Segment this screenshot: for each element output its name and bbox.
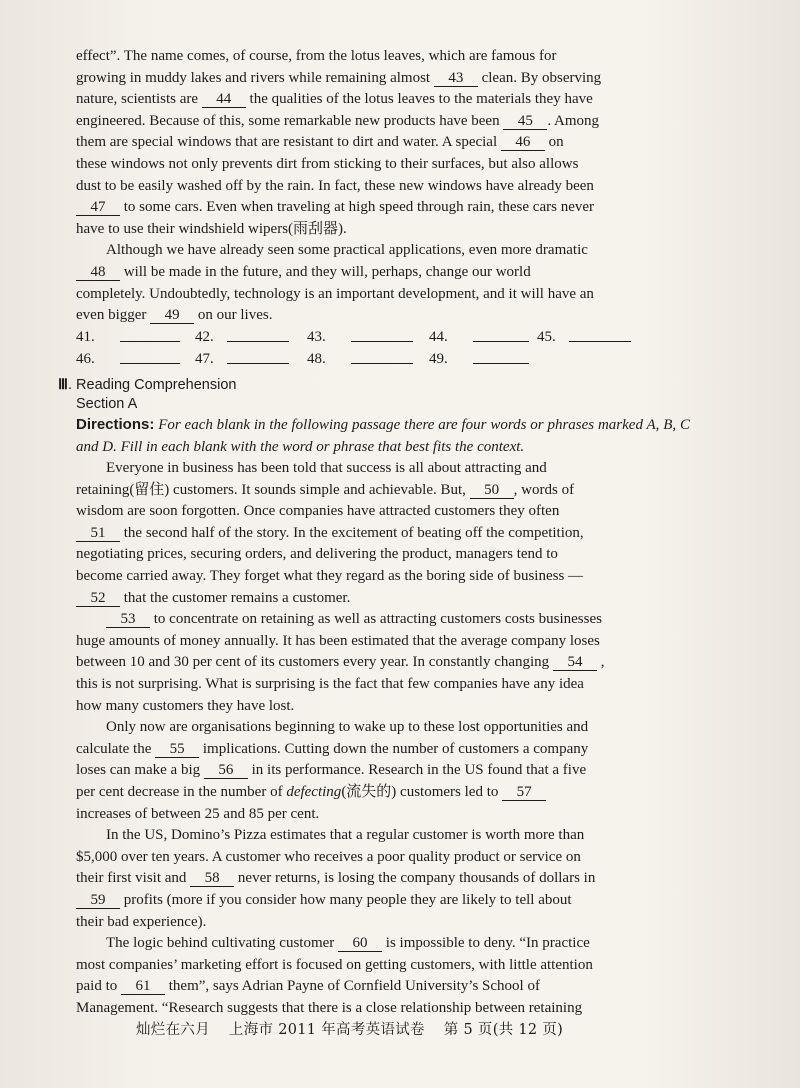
passage-line: 52 that the customer remains a customer.: [76, 588, 690, 610]
blank-51[interactable]: 51: [76, 525, 120, 542]
directions-label: Directions:: [76, 415, 155, 433]
answer-label: 44.: [429, 328, 448, 345]
answer-label: 43.: [307, 328, 326, 345]
footer-exam-title: 上海市 2011 年高考英语试卷: [228, 1022, 425, 1038]
blank-48[interactable]: 48: [76, 264, 120, 281]
passage-top-line: growing in muddy lakes and rivers while remaining almost 43 clean. By observing: [76, 69, 602, 86]
directions: [76, 414, 690, 458]
footer-page-number: 第 5 页(共 12 页): [443, 1022, 564, 1038]
passage-line: their bad experience).: [76, 913, 207, 930]
footer-motto: 灿烂在六月: [136, 1022, 210, 1038]
passage-line: 53 to concentrate on retaining as well as attracting customers costs businesses: [76, 609, 690, 631]
answer-blank[interactable]: [120, 349, 180, 364]
blank-61[interactable]: 61: [121, 978, 165, 995]
blank-43[interactable]: 43: [434, 70, 478, 87]
page-footer: [136, 1018, 696, 1039]
passage-top-line: even bigger 49 on our lives.: [76, 307, 273, 324]
passage-top-line: completely. Undoubtedly, technology is an important development, and it will have an: [76, 285, 594, 302]
passage-top-line: 47 to some cars. Even when traveling at high speed through rain, these cars never: [76, 197, 690, 219]
passage-line: Management. “Research suggests that there is a close relationship between retaining: [76, 999, 583, 1016]
answer-row: [76, 349, 690, 372]
blank-46[interactable]: 46: [501, 134, 545, 151]
blank-44[interactable]: 44: [202, 91, 246, 108]
passage-line: $5,000 over ten years. A customer who receives a poor quality product or service on: [76, 848, 581, 865]
passage-line: paid to 61 them”, says Adrian Payne of Cornfield University’s School of: [76, 978, 540, 995]
passage-top-line: Although we have already seen some practical applications, even more dramatic: [106, 242, 588, 259]
blank-58[interactable]: 58: [190, 870, 234, 887]
roman-numeral: Ⅲ: [58, 376, 68, 393]
answer-blank[interactable]: [227, 327, 289, 342]
blank-59[interactable]: 59: [76, 892, 120, 909]
passage-line: per cent decrease in the number of defecting(流失的) customers led to 57: [76, 782, 690, 804]
answer-blank[interactable]: [473, 327, 529, 342]
passage-line: loses can make a big 56 in its performance. Research in the US found that a five: [76, 762, 587, 779]
blank-49[interactable]: 49: [150, 307, 194, 324]
blank-54[interactable]: 54: [553, 654, 597, 671]
blank-45[interactable]: 45: [503, 113, 547, 130]
answer-label: 47.: [195, 351, 214, 368]
passage-top-line: dust to be easily washed off by the rain. In fact, these new windows have already been: [76, 177, 594, 194]
passage-line: their first visit and 58 never returns, is losing the company thousands of dollars in: [76, 870, 596, 887]
passage-top-line: 48 will be made in the future, and they will, perhaps, change our world: [76, 262, 690, 284]
directions-text: For each blank in the following passage there are four words or phrases marked A, B, C and D. Fill in each blank with the word or phrase that best fits the context.: [76, 416, 691, 455]
blank-53[interactable]: 53: [106, 611, 150, 628]
answer-label: 46.: [76, 351, 95, 368]
answer-blank[interactable]: [569, 327, 631, 342]
answer-label: 48.: [307, 351, 326, 368]
page-content: [58, 46, 691, 1020]
passage-line: 51 the second half of the story. In the excitement of beating off the competition,: [76, 523, 690, 545]
blank-60[interactable]: 60: [338, 935, 382, 952]
answer-label: 41.: [76, 328, 95, 345]
answer-label: 49.: [429, 351, 448, 368]
passage-line: huge amounts of money annually. It has been estimated that the average company loses: [76, 632, 600, 649]
blank-56[interactable]: 56: [204, 762, 248, 779]
passage-line: between 10 and 30 per cent of its customers every year. In constantly changing 54 ,: [76, 654, 605, 671]
answer-blank[interactable]: [473, 349, 529, 364]
passage-line: negotiating prices, securing orders, and delivering the product, managers tend to: [76, 546, 558, 563]
passage-line: The logic behind cultivating customer 60 is impossible to deny. “In practice: [106, 935, 590, 952]
blank-47[interactable]: 47: [76, 199, 120, 216]
passage-line: this is not surprising. What is surprising is the fact that few companies have any idea: [76, 676, 584, 693]
answer-label: 45.: [537, 328, 556, 345]
passage-top-line: nature, scientists are 44 the qualities of the lotus leaves to the materials they have: [76, 91, 593, 108]
blank-57[interactable]: 57: [502, 784, 546, 801]
passage-line: retaining(留住) customers. It sounds simple and achievable. But, 50 , words of: [76, 481, 575, 498]
passage-top-line: these windows not only prevents dirt from sticking to their surfaces, but also allows: [76, 155, 579, 172]
blank-50[interactable]: 50: [470, 482, 514, 499]
passage-top-line: have to use their windshield wipers(雨刮器).: [76, 220, 347, 237]
passage-line: Everyone in business has been told that success is all about attracting and: [106, 460, 547, 477]
answer-label: 42.: [195, 328, 214, 345]
passage-top-line: effect”. The name comes, of course, from the lotus leaves, which are famous for: [76, 48, 557, 64]
answer-blank[interactable]: [351, 327, 413, 342]
passage-top-line: them are special windows that are resistant to dirt and water. A special 46 on: [76, 134, 564, 151]
section-title: Ⅲ. Reading Comprehension: [58, 376, 237, 393]
passage-line: how many customers they have lost.: [76, 697, 295, 714]
passage-line: 59 profits (more if you consider how many people they are likely to tell about: [76, 890, 690, 912]
passage-line: wisdom are soon forgotten. Once companies have attracted customers they often: [76, 503, 560, 520]
answer-blank[interactable]: [351, 349, 413, 364]
section-subtitle: Section A: [76, 395, 138, 412]
answer-blank[interactable]: [120, 327, 180, 342]
passage-line: calculate the 55 implications. Cutting down the number of customers a company: [76, 740, 589, 757]
answer-blank[interactable]: [227, 349, 289, 364]
answer-row: [76, 327, 690, 350]
blank-55[interactable]: 55: [155, 741, 199, 758]
blank-52[interactable]: 52: [76, 590, 120, 607]
passage-line: become carried away. They forget what they regard as the boring side of business —: [76, 568, 584, 585]
passage-line: In the US, Domino’s Pizza estimates that a regular customer is worth more than: [106, 827, 585, 844]
passage-line: most companies’ marketing effort is focused on getting customers, with little attention: [76, 956, 593, 973]
passage-line: Only now are organisations beginning to wake up to these lost opportunities and: [106, 719, 589, 736]
passage-line: increases of between 25 and 85 per cent.: [76, 805, 320, 822]
passage-top-line: engineered. Because of this, some remarkable new products have been 45 . Among: [76, 112, 600, 129]
